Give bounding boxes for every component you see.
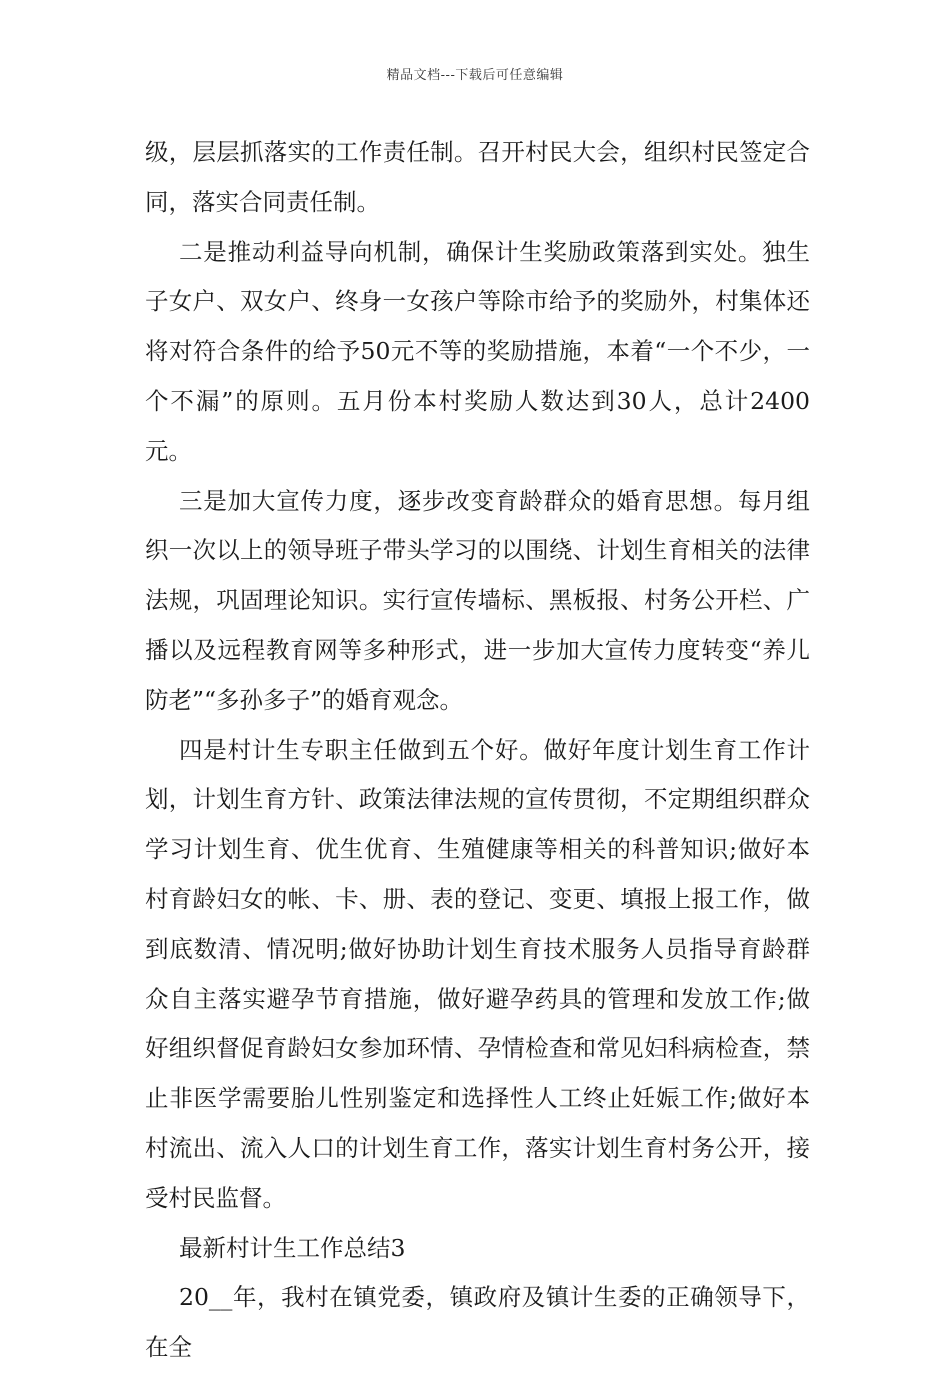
document-body <box>145 128 810 1373</box>
section-heading: 最新村计生工作总结3 <box>179 1233 406 1262</box>
paragraph-five-goods: 四是村计生专职主任做到五个好。做好年度计划生育工作计划，计划生育方针、政策法律法规的宣传贯彻，不定期组织群众学习计划生育、优生优育、生殖健康等相关的科普知识;做好本村育龄妇女的帐、卡、册、表的登记、变更、填报上报工作，做到底数清、情况明;做好协助计划生育技术服务人员指导育龄群众自主落实避孕节育措施，做好避孕药具的管理和发放工作;做好组织督促育龄妇女参加环情、孕情检查和常见妇科病检查，禁止非医学需要胎儿性别鉴定和选择性人工终止妊娠工作;做好本村流出、流入人口的计划生育工作，落实计划生育村务公开，接受村民监督。 <box>145 735 810 1212</box>
page-header: 精品文档---下载后可任意编辑 <box>386 68 564 83</box>
paragraph-continuation: 级，层层抓落实的工作责任制。召开村民大会，组织村民签定合同，落实合同责任制。 <box>145 138 810 216</box>
paragraph-section3-intro: 20__年，我村在镇党委，镇政府及镇计生委的正确领导下，在全 <box>145 1283 810 1362</box>
paragraph-publicity: 三是加大宣传力度，逐步改变育龄群众的婚育思想。每月组织一次以上的领导班子带头学习的以围绕、计划生育相关的法律法规，巩固理论知识。实行宣传墙标、黑板报、村务公开栏、广播以及远程教育网等多种形式，进一步加大宣传力度转变“养儿防老”“多孙多子”的婚育观念。 <box>145 486 810 714</box>
paragraph-incentive-mechanism: 二是推动利益导向机制，确保计生奖励政策落到实处。独生子女户、双女户、终身一女孩户等除市给予的奖励外，村集体还将对符合条件的给予50元不等的奖励措施，本着“一个不少，一个不漏”的原则。五月份本村奖励人数达到30人，总计2400元。 <box>145 237 810 465</box>
